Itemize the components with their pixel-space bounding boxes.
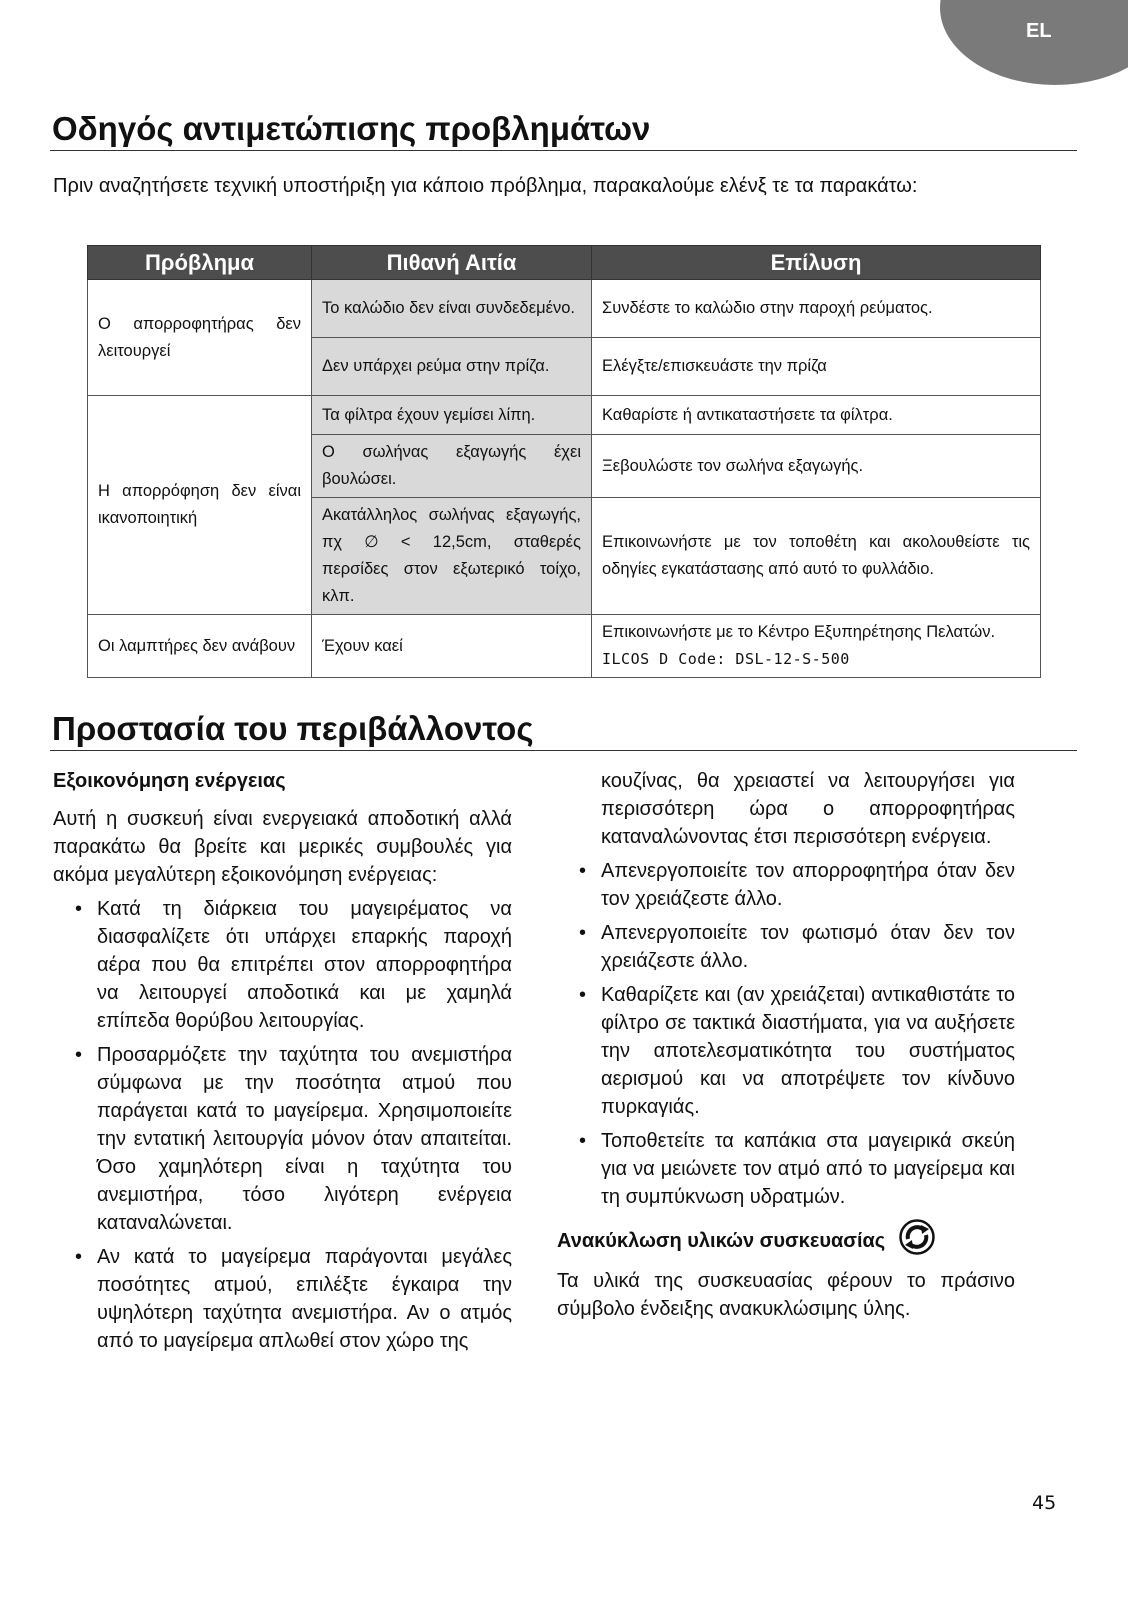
left-column — [53, 767, 512, 1361]
header-cause: Πιθανή Αιτία — [312, 246, 592, 280]
environment-title: Προστασία του περιβάλλοντος — [52, 710, 534, 747]
right-column — [557, 767, 1015, 1329]
table-row — [88, 280, 1041, 338]
energy-heading: Εξοικονόμηση ενέργειας — [53, 770, 286, 792]
problem-cell: Ο απορροφητήρας δεν λειτουργεί — [88, 280, 312, 396]
problem-cell: Οι λαμπτήρες δεν ανάβουν — [88, 615, 312, 678]
title-rule — [50, 150, 1077, 151]
solution-cell: Συνδέστε το καλώδιο στην παροχή ρεύματος. — [592, 280, 1041, 338]
header-problem: Πρόβλημα — [88, 246, 312, 280]
list-item: • Προσαρμόζετε την ταχύτητα του ανεμιστήρα σύμφωνα με την ποσότητα ατμού που παράγεται κατά το μαγείρεμα. Χρησιμοποιείτε την εντατική λειτουργία μόνον όταν απαιτείται. Όσο χαμηλότερη είναι η ταχύτητα του ανεμιστήρα, τόσο λιγότερη ενέργεια καταναλώνεται. — [53, 1041, 512, 1237]
list-item: • Αν κατά το μαγείρεμα παράγονται μεγάλες ποσότητες ατμού, επιλέξτε έγκαιρα την υψηλότερη ταχύτητα ανεμιστήρα. Αν ο ατμός από το μαγείρεμα απλωθεί στον χώρο της — [53, 1243, 512, 1355]
energy-tips-right — [557, 857, 1015, 1211]
table-header-row — [88, 246, 1041, 280]
solution-cell: Ξεβουλώστε τον σωλήνα εξαγωγής. — [592, 435, 1041, 498]
cause-cell: Ο σωλήνας εξαγωγής έχει βουλώσει. — [312, 435, 592, 498]
page-number: 45 — [1032, 1492, 1057, 1514]
solution-cell — [592, 615, 1041, 678]
cause-cell: Ακατάλληλος σωλήνας εξαγωγής, πχ ∅ < 12,5cm, σταθερές περσίδες στον εξωτερικό τοίχο, κλπ. — [312, 498, 592, 615]
list-item: • Καθαρίζετε και (αν χρειάζεται) αντικαθιστάτε το φίλτρο σε τακτικά διαστήματα, για να αυξήσετε την αποτελεσματικότητα του συστήματος αερισμού και να αποτρέψετε τον κίνδυνο πυρκαγιάς. — [557, 981, 1015, 1121]
solution-cell: Καθαρίστε ή αντικαταστήσετε τα φίλτρα. — [592, 396, 1041, 435]
table-row — [88, 396, 1041, 435]
list-item: • Κατά τη διάρκεια του μαγειρέματος να διασφαλίζετε ότι υπάρχει επαρκής παροχή αέρα που θα επιτρέπει στον απορροφητήρα να λειτουργεί αποδοτικά και με χαμηλά επίπεδα θορύβου λειτουργίας. — [53, 895, 512, 1035]
solution-text: Επικοινωνήστε με το Κέντρο Εξυπηρέτησης Πελατών. — [602, 623, 996, 641]
cause-cell: Έχουν καεί — [312, 615, 592, 678]
packaging-heading: Ανακύκλωση υλικών συσκευασίας — [557, 1230, 886, 1252]
cause-cell: Τα φίλτρα έχουν γεμίσει λίπη. — [312, 396, 592, 435]
language-tab — [940, 0, 1128, 85]
list-item: • Απενεργοποιείτε τον απορροφητήρα όταν δεν τον χρειάζεστε άλλο. — [557, 857, 1015, 913]
language-code: EL — [1026, 20, 1052, 42]
energy-continuation: κουζίνας, θα χρειαστεί να λειτουργήσει για περισσότερη ώρα ο απορροφητήρας καταναλώνοντας έτσι περισσότερη ενέργεια. — [601, 770, 1015, 848]
energy-tips-left — [53, 895, 512, 1355]
troubleshooting-intro: Πριν αναζητήσετε τεχνική υποστήριξη για κάποιο πρόβλημα, παρακαλούμε ελένξ τε τα παρακάτω: — [53, 175, 918, 197]
solution-cell: Επικοινωνήστε με τον τοποθέτη και ακολουθείστε τις οδηγίες εγκατάστασης από αυτό το φυλλάδιο. — [592, 498, 1041, 615]
problem-cell: Η απορρόφηση δεν είναι ικανοποιητική — [88, 396, 312, 615]
packaging-text: Τα υλικά της συσκευασίας φέρουν το πράσινο σύμβολο ένδειξης ανακυκλώσιμης ύλης. — [557, 1270, 1015, 1320]
solution-cell: Ελέγξτε/επισκευάστε την πρίζα — [592, 338, 1041, 396]
recycle-icon — [899, 1219, 935, 1263]
environment-rule — [50, 750, 1077, 751]
list-item: • Απενεργοποιείτε τον φωτισμό όταν δεν τον χρειάζεστε άλλο. — [557, 919, 1015, 975]
header-solution: Επίλυση — [592, 246, 1041, 280]
ilcos-code: ILCOS D Code: DSL-12-S-500 — [602, 650, 850, 668]
list-item: • Τοποθετείτε τα καπάκια στα μαγειρικά σκεύη για να μειώνετε τον ατμό από το μαγείρεμα και τη συμπύκνωση υδρατμών. — [557, 1127, 1015, 1211]
troubleshooting-table — [87, 245, 1041, 678]
cause-cell: Δεν υπάρχει ρεύμα στην πρίζα. — [312, 338, 592, 396]
table-row — [88, 615, 1041, 678]
packaging-heading-row — [557, 1219, 1015, 1263]
energy-intro: Αυτή η συσκευή είναι ενεργειακά αποδοτική αλλά παρακάτω θα βρείτε και μερικές συμβουλές για ακόμα μεγαλύτερη εξοικονόμηση ενέργειας: — [53, 808, 512, 886]
troubleshooting-title: Οδηγός αντιμετώπισης προβλημάτων — [52, 110, 651, 147]
cause-cell: Το καλώδιο δεν είναι συνδεδεμένο. — [312, 280, 592, 338]
